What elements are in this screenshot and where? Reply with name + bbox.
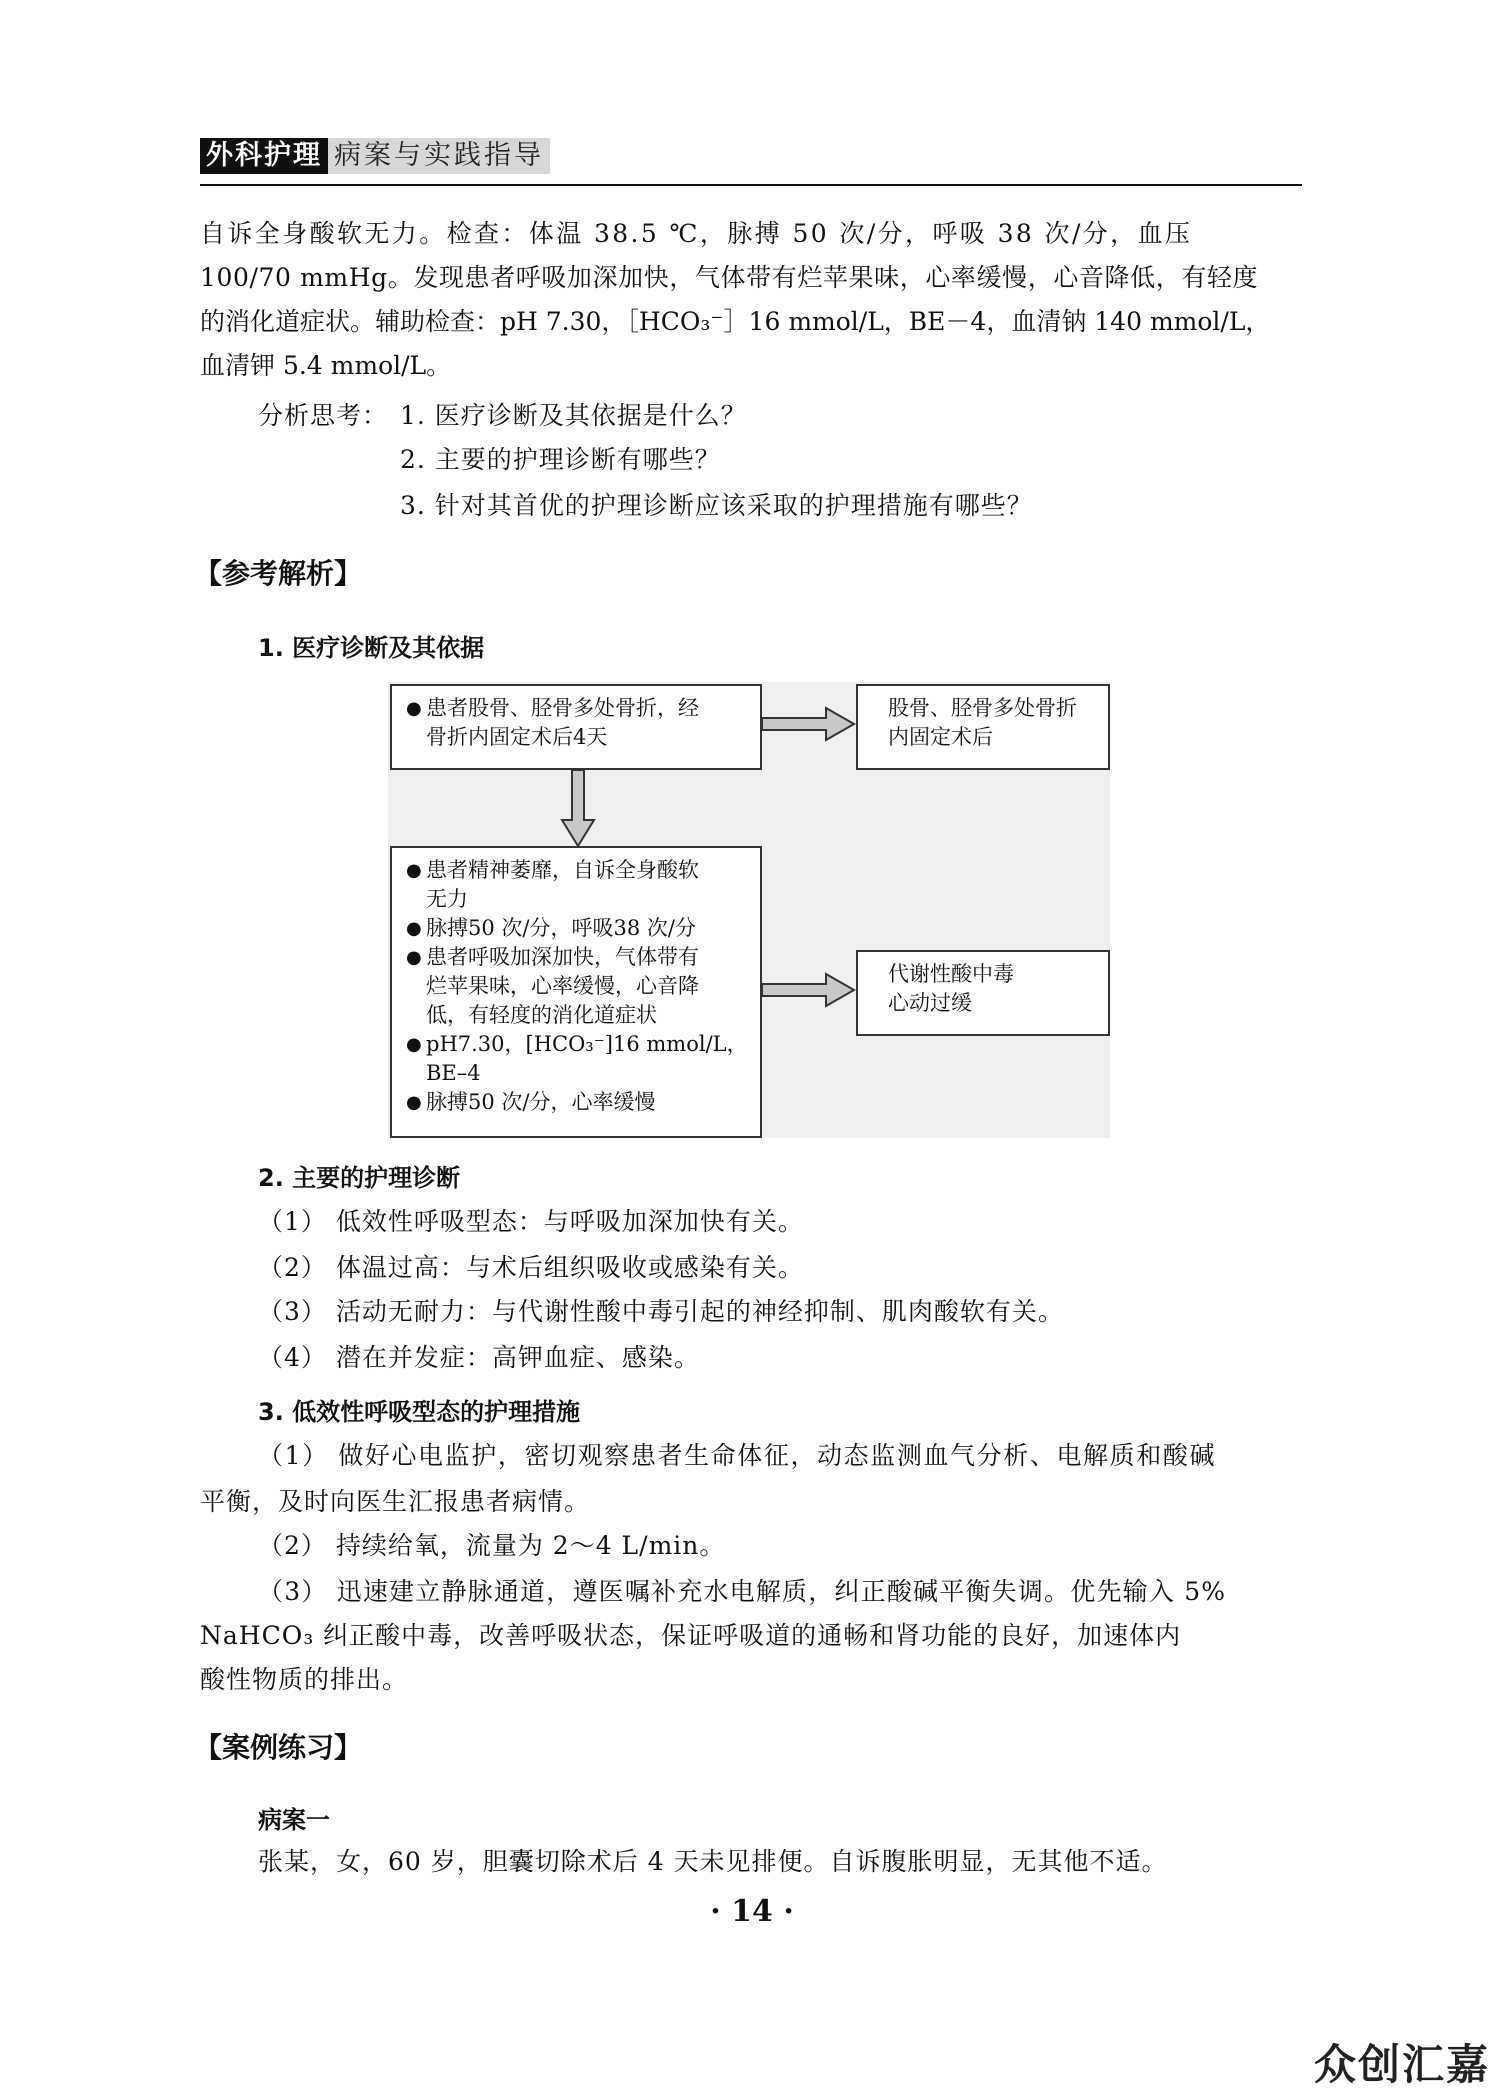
bullet-icon: ● bbox=[406, 918, 422, 939]
bullet-icon: ● bbox=[406, 1092, 422, 1113]
section-2-title: 2. 主要的护理诊断 bbox=[258, 1164, 461, 1192]
header-rule bbox=[200, 184, 1302, 186]
arrow-right-icon bbox=[762, 970, 858, 1010]
bullet-icon: ● bbox=[406, 947, 422, 968]
measure-2: （2） 持续给氧，流量为 2～4 L/min。 bbox=[258, 1531, 726, 1560]
running-header bbox=[200, 138, 550, 174]
nursing-diagnosis-4: （4） 潜在并发症：高钾血症、感染。 bbox=[258, 1343, 700, 1372]
book-title-main: 外科护理 bbox=[200, 138, 328, 174]
case-1-title: 病案一 bbox=[258, 1806, 330, 1834]
analysis-question-1: 1. 医疗诊断及其依据是什么？ bbox=[400, 401, 747, 430]
bullet-icon: ● bbox=[406, 860, 422, 881]
measure-3-line-1: （3） 迅速建立静脉通道，遵医嘱补充水电解质，纠正酸碱平衡失调。优先输入 5% bbox=[258, 1577, 1227, 1606]
box-acidosis-diagnosis: 代谢性酸中毒 心动过缓 bbox=[856, 950, 1110, 1036]
box-fracture-diagnosis: 股骨、胫骨多处骨折 内固定术后 bbox=[856, 684, 1110, 770]
bullet-icon: ● bbox=[406, 698, 422, 719]
case-line-3: 的消化道症状。辅助检查：pH 7.30，［HCO₃⁻］16 mmol/L，BE－4，血清钠 140 mmol/L， bbox=[200, 307, 1271, 336]
nursing-diagnosis-3: （3） 活动无耐力：与代谢性酸中毒引起的神经抑制、肌肉酸软有关。 bbox=[258, 1297, 1064, 1326]
measure-3-line-3: 酸性物质的排出。 bbox=[200, 1665, 409, 1694]
section-1-title: 1. 医疗诊断及其依据 bbox=[258, 634, 485, 662]
box-fracture-history: ● 患者股骨、胫骨多处骨折，经 骨折内固定术后4天 bbox=[390, 684, 762, 770]
case-1-text: 张某，女，60 岁，胆囊切除术后 4 天未见排便。自诉腹胀明显，无其他不适。 bbox=[258, 1847, 1168, 1876]
watermark-logo: 众创汇嘉 bbox=[1313, 2040, 1490, 2089]
arrow-right-icon bbox=[762, 704, 858, 744]
reference-heading: 【参考解析】 bbox=[194, 557, 363, 590]
analysis-label: 分析思考： bbox=[258, 401, 389, 430]
case-line-2: 100/70 mmHg。发现患者呼吸加深加快，气体带有烂苹果味，心率缓慢，心音降低，有轻度 bbox=[200, 263, 1259, 292]
measure-3-line-2: NaHCO₃ 纠正酸中毒，改善呼吸状态，保证呼吸道的通畅和肾功能的良好，加速体内 bbox=[200, 1621, 1182, 1650]
arrow-down-icon bbox=[558, 770, 598, 848]
book-title-sub: 病案与实践指导 bbox=[328, 138, 550, 174]
measure-1-line-2: 平衡，及时向医生汇报患者病情。 bbox=[200, 1487, 591, 1516]
diagnosis-flowchart bbox=[388, 682, 1110, 1138]
nursing-diagnosis-1: （1） 低效性呼吸型态：与呼吸加深加快有关。 bbox=[258, 1207, 804, 1236]
section-3-title: 3. 低效性呼吸型态的护理措施 bbox=[258, 1398, 581, 1426]
case-line-4: 血清钾 5.4 mmol/L。 bbox=[200, 351, 452, 380]
analysis-question-3: 3. 针对其首优的护理诊断应该采取的护理措施有哪些？ bbox=[400, 491, 1033, 520]
measure-1-line-1: （1） 做好心电监护，密切观察患者生命体征，动态监测血气分析、电解质和酸碱 bbox=[258, 1441, 1217, 1470]
page-number: · 14 · bbox=[710, 1894, 794, 1929]
analysis-question-2: 2. 主要的护理诊断有哪些？ bbox=[400, 445, 721, 474]
practice-heading: 【案例练习】 bbox=[194, 1731, 363, 1764]
bullet-icon: ● bbox=[406, 1034, 422, 1055]
box-symptoms: ● 患者精神萎靡，自诉全身酸软 无力 ● 脉搏50 次/分，呼吸38 次/分 ● 患者呼吸加深加快，气体带有 烂苹果味，心率缓慢，心音降 低，有轻度的消化道症状 ● pH7.30，[HCO₃⁻]16 mmol/L， BE–4 ● 脉搏50 次/分，心率缓慢 bbox=[390, 846, 762, 1138]
nursing-diagnosis-2: （2） 体温过高：与术后组织吸收或感染有关。 bbox=[258, 1253, 804, 1282]
case-line-1: 自诉全身酸软无力。检查：体温 38.5 ℃，脉搏 50 次/分，呼吸 38 次/分，血压 bbox=[200, 219, 1193, 248]
